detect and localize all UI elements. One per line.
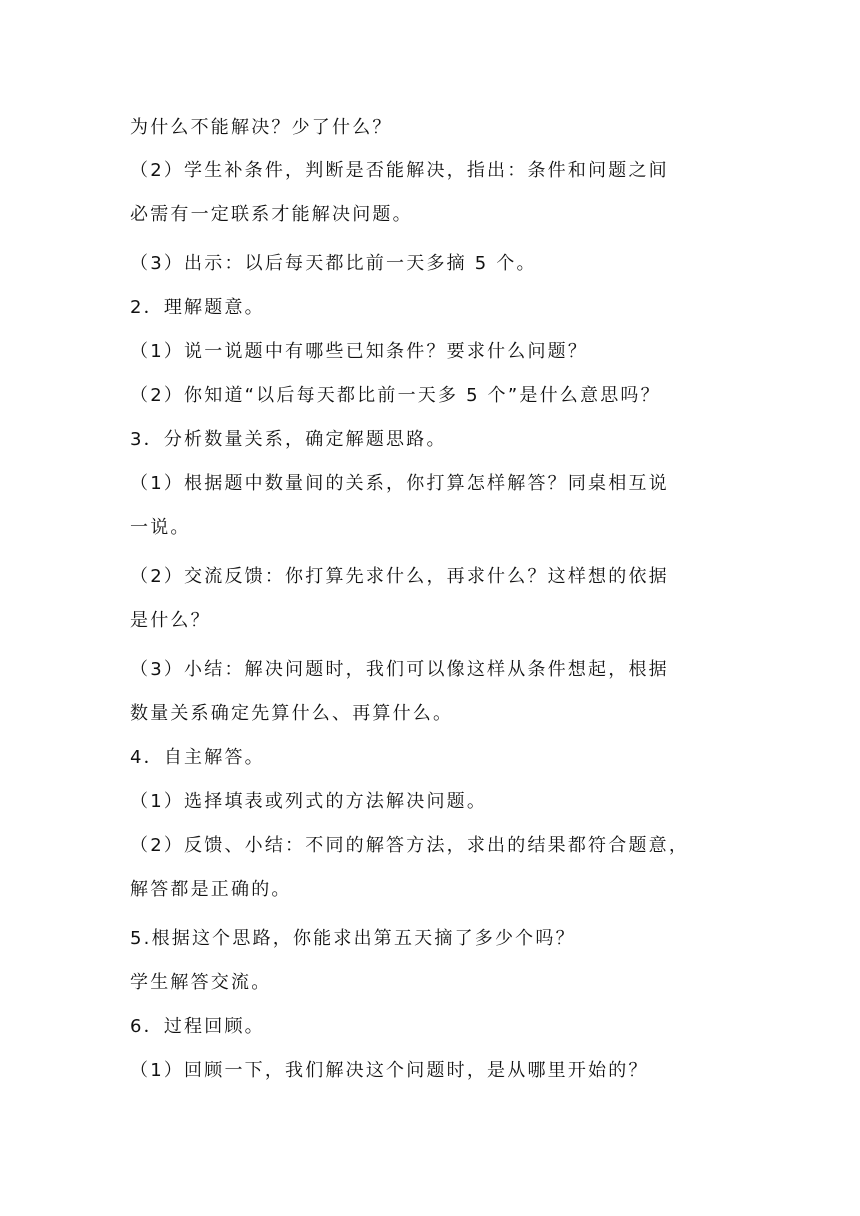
- text-line: 解答都是正确的。: [130, 879, 292, 900]
- text-line: （2）反馈、小结：不同的解答方法，求出的结果都符合题意，: [130, 835, 690, 856]
- text-line: （2）交流反馈：你打算先求什么，再求什么？这样想的依据: [130, 566, 669, 587]
- text-line: 4．自主解答。: [130, 747, 265, 768]
- text-line: 3．分析数量关系，确定解题思路。: [130, 429, 447, 450]
- text-line: （1）说一说题中有哪些已知条件？要求什么问题？: [130, 341, 589, 362]
- text-line: （1）选择填表或列式的方法解决问题。: [130, 791, 488, 812]
- text-line: 6．过程回顾。: [130, 1016, 265, 1037]
- text-line: （1）根据题中数量间的关系，你打算怎样解答？同桌相互说: [130, 473, 669, 494]
- text-line: 是什么？: [130, 610, 211, 631]
- text-line: 2．理解题意。: [130, 297, 265, 318]
- text-line: （3）小结：解决问题时，我们可以像这样从条件想起，根据: [130, 659, 669, 680]
- text-line: （1）回顾一下，我们解决这个问题时，是从哪里开始的？: [130, 1060, 649, 1081]
- text-line: 必需有一定联系才能解决问题。: [130, 204, 413, 225]
- text-line: 一说。: [130, 517, 191, 538]
- text-line: （3）出示：以后每天都比前一天多摘 5 个。: [130, 253, 537, 274]
- text-line: 数量关系确定先算什么、再算什么。: [130, 703, 454, 724]
- text-line: （2）你知道“以后每天都比前一天多 5 个”是什么意思吗？: [130, 385, 661, 406]
- text-line: 为什么不能解决？少了什么？: [130, 117, 393, 138]
- text-line: （2）学生补条件，判断是否能解决，指出：条件和问题之间: [130, 160, 669, 181]
- text-line: 5.根据这个思路，你能求出第五天摘了多少个吗？: [130, 928, 576, 949]
- text-line: 学生解答交流。: [130, 972, 272, 993]
